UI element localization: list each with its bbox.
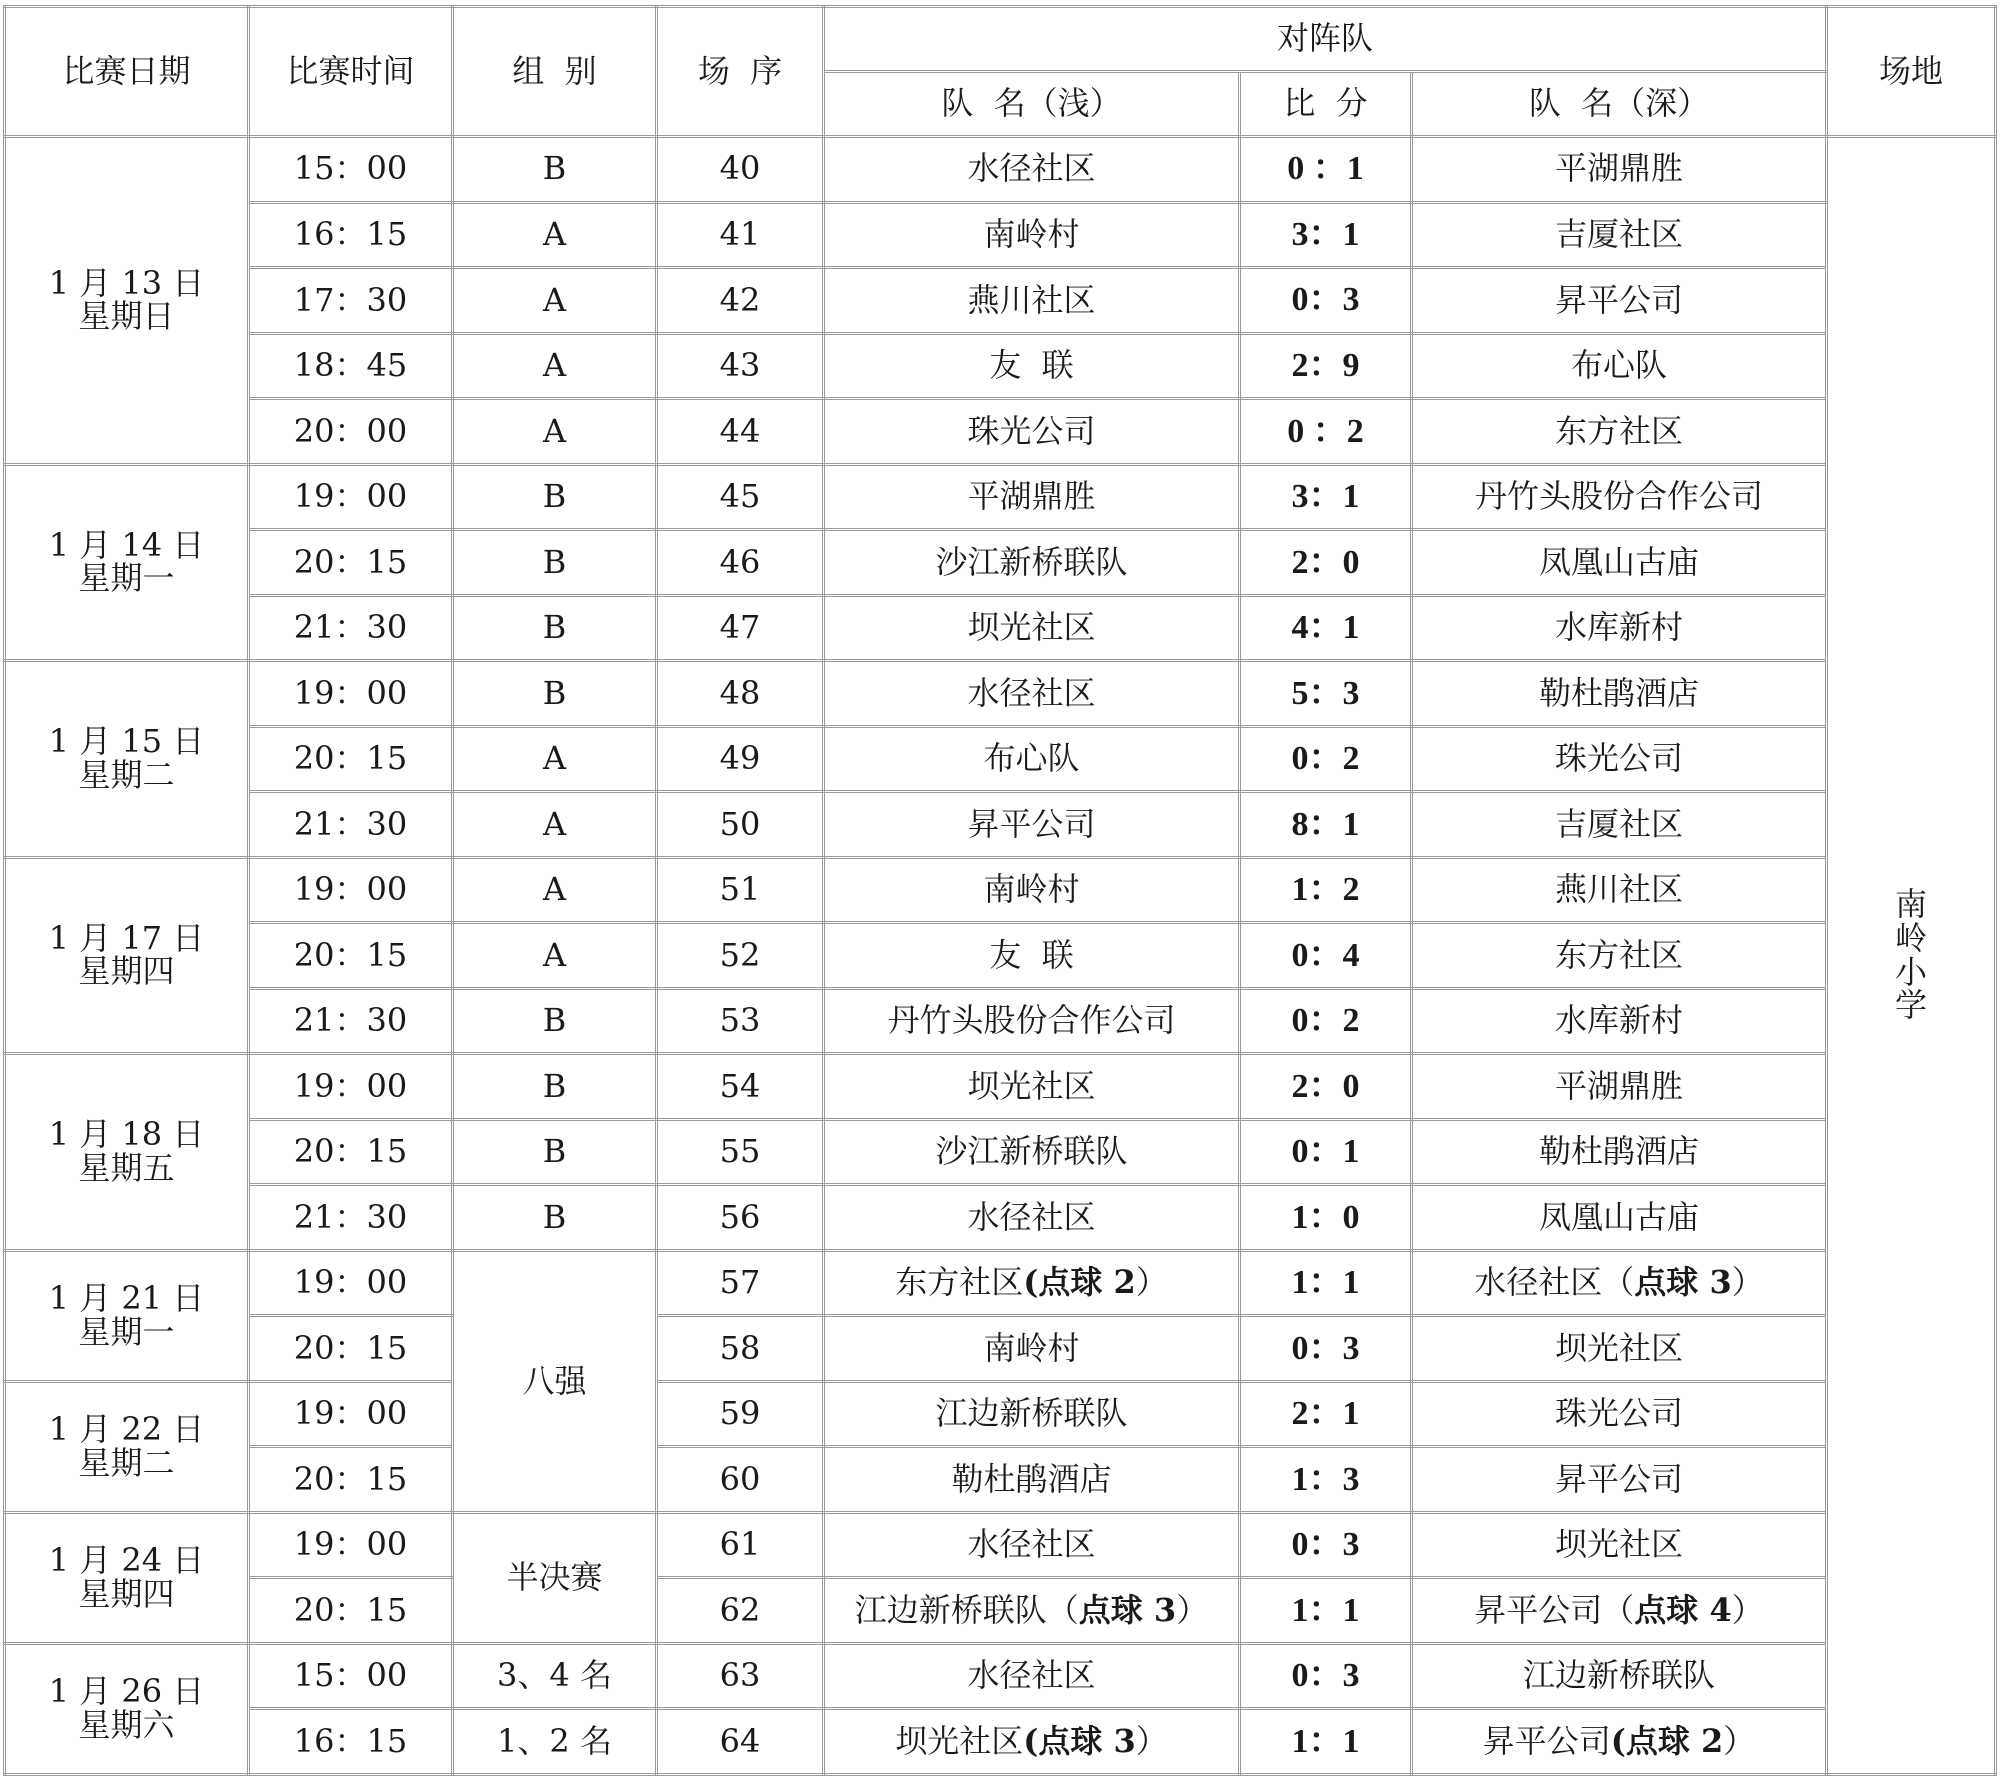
table-row [5,464,1996,530]
team-dark-name: 昇平公司 [1482,1721,1611,1760]
table-row [5,1316,1996,1382]
match-date: 1 月 18 日 [48,1115,205,1154]
team-dark-name: 东方社区 [1555,935,1684,974]
match-date-cell [5,857,249,1054]
match-group: B [453,1054,657,1120]
team-dark-name: 燕川社区 [1555,870,1684,909]
team-light-name: 南岭村 [983,1328,1080,1367]
match-time: 20：15 [249,1447,453,1513]
team-light-name: 水径社区 [967,149,1096,188]
match-group: B [453,988,657,1054]
table-row [5,1054,1996,1120]
team-dark-name: 平湖鼎胜 [1555,149,1684,188]
match-score: 3：1 [1240,202,1412,268]
team-dark [1412,1250,1827,1316]
team-light-name: 坝光社区 [895,1721,1024,1760]
team-dark [1412,988,1827,1054]
match-weekday: 星期六 [78,1705,175,1744]
match-date-cell [5,1250,249,1381]
team-light [824,1512,1240,1578]
team-dark [1412,399,1827,465]
venue-cell [1827,137,1996,1775]
table-row [5,1709,1996,1775]
team-dark-name: 水库新村 [1555,1001,1684,1040]
team-light-name: 南岭村 [983,215,1080,253]
match-time: 20：15 [249,1578,453,1644]
team-dark [1412,268,1827,334]
match-date: 1 月 15 日 [48,722,205,761]
team-dark [1412,857,1827,923]
team-light-name: 布心队 [983,739,1080,778]
team-dark [1412,1316,1827,1382]
team-dark [1412,1578,1827,1644]
match-stage: 3、4 名 [453,1643,657,1709]
team-dark-close: ） [1731,1590,1764,1629]
team-dark-name: 坝光社区 [1555,1328,1684,1367]
match-time: 19：00 [249,1381,453,1447]
match-score: 0：3 [1240,268,1412,334]
match-date: 1 月 14 日 [48,525,205,564]
team-dark [1412,1119,1827,1185]
match-score: 8：1 [1240,792,1412,858]
team-light-name: 丹竹头股份合作公司 [887,1001,1176,1040]
match-order: 49 [657,726,824,792]
team-light [824,661,1240,727]
match-order: 45 [657,464,824,530]
match-score: 4：1 [1240,595,1412,661]
match-score: 0：3 [1240,1643,1412,1709]
match-order: 56 [657,1185,824,1251]
table-row [5,1250,1996,1316]
match-score: 1：1 [1240,1250,1412,1316]
team-dark-name: 水库新村 [1555,608,1684,647]
team-dark-name: 江边新桥联队 [1523,1656,1716,1695]
team-light-name: 坝光社区 [967,1066,1096,1105]
team-light-name: 友 联 [989,935,1074,974]
match-weekday: 星期四 [78,1574,175,1613]
team-dark-name: 丹竹头股份合作公司 [1475,477,1764,516]
match-score: 1：2 [1240,857,1412,923]
table-row [5,1643,1996,1709]
match-weekday: 星期二 [78,1443,175,1482]
table-row [5,792,1996,858]
match-score: 0：2 [1240,988,1412,1054]
match-score: 2：0 [1240,1054,1412,1120]
match-order: 53 [657,988,824,1054]
table-row [5,1578,1996,1644]
match-score: 0：4 [1240,923,1412,989]
table-row [5,333,1996,399]
match-order: 54 [657,1054,824,1120]
match-order: 42 [657,268,824,334]
match-score: 0 ：2 [1240,399,1412,465]
match-date: 1 月 24 日 [48,1541,205,1580]
team-light [824,1119,1240,1185]
table-row [5,1512,1996,1578]
table-row [5,1119,1996,1185]
match-score: 1：1 [1240,1578,1412,1644]
team-light-name: 珠光公司 [967,411,1096,450]
match-order: 46 [657,530,824,596]
match-date: 1 月 17 日 [48,918,205,957]
venue-char: 学 [1895,986,1928,1025]
table-row [5,1447,1996,1513]
team-dark [1412,923,1827,989]
table-row [5,137,1996,203]
team-dark-penalty: 点球 4 [1634,1590,1732,1629]
match-weekday: 星期五 [78,1149,175,1188]
venue-char: 岭 [1895,918,1928,957]
team-light-name: 东方社区 [895,1263,1024,1302]
match-weekday: 星期四 [78,952,175,991]
team-dark [1412,1054,1827,1120]
team-light [824,726,1240,792]
match-group: A [453,726,657,792]
header-team-dark: 队 名（深） [1412,72,1827,137]
team-light [824,1316,1240,1382]
table-row [5,595,1996,661]
match-group: A [453,857,657,923]
match-score: 5：3 [1240,661,1412,727]
team-light-name: 江边新桥联队 [935,1394,1128,1433]
team-light-name: 沙江新桥联队 [935,1132,1128,1171]
match-order: 44 [657,399,824,465]
match-score: 1：1 [1240,1709,1412,1775]
team-light [824,333,1240,399]
match-time: 20：15 [249,726,453,792]
table-row [5,1185,1996,1251]
match-order: 52 [657,923,824,989]
team-dark [1412,333,1827,399]
match-order: 48 [657,661,824,727]
match-group: B [453,530,657,596]
team-dark-penalty: 点球 3 [1634,1263,1732,1302]
team-dark-name: 水径社区（ [1474,1263,1635,1302]
team-light [824,268,1240,334]
table-row [5,661,1996,727]
match-weekday: 星期一 [78,1312,175,1351]
match-group: B [453,464,657,530]
team-light-penalty: (点球 2 [1023,1263,1136,1302]
team-dark-name: 勒杜鹃酒店 [1539,1132,1700,1171]
table-row [5,988,1996,1054]
team-light-close: ） [1135,1263,1168,1302]
match-order: 50 [657,792,824,858]
match-date-cell [5,1381,249,1512]
team-light [824,1381,1240,1447]
match-time: 20：15 [249,923,453,989]
team-light-name: 水径社区 [967,1525,1096,1564]
match-group: B [453,661,657,727]
match-date-cell [5,137,249,465]
team-light-penalty: (点球 3 [1023,1721,1136,1760]
table-row [5,268,1996,334]
team-dark-name: 勒杜鹃酒店 [1539,673,1700,712]
team-dark [1412,1447,1827,1513]
team-dark [1412,792,1827,858]
team-dark [1412,1381,1827,1447]
team-light [824,1054,1240,1120]
team-light-close: ） [1135,1721,1168,1760]
match-date: 1 月 21 日 [48,1279,205,1318]
venue-char: 小 [1895,952,1928,991]
header-matchup: 对阵队 [824,7,1827,72]
match-order: 51 [657,857,824,923]
team-dark-penalty: (点球 2 [1610,1721,1724,1760]
team-light [824,1578,1240,1644]
team-dark [1412,1643,1827,1709]
match-stage: 半决赛 [453,1512,657,1643]
team-light [824,202,1240,268]
match-score: 2：0 [1240,530,1412,596]
team-dark-name: 吉厦社区 [1555,215,1684,253]
match-schedule-table [3,5,1997,1776]
team-light [824,1185,1240,1251]
table-row [5,530,1996,596]
match-time: 19：00 [249,1250,453,1316]
team-dark-name: 昇平公司 [1555,280,1684,319]
team-light [824,595,1240,661]
match-time: 19：00 [249,1054,453,1120]
match-score: 2：1 [1240,1381,1412,1447]
match-group: A [453,333,657,399]
match-score: 2：9 [1240,333,1412,399]
match-score: 0：2 [1240,726,1412,792]
team-light [824,1643,1240,1709]
match-time: 19：00 [249,1512,453,1578]
match-time: 20：00 [249,399,453,465]
team-dark [1412,726,1827,792]
match-group: B [453,1119,657,1185]
team-dark [1412,595,1827,661]
team-dark [1412,464,1827,530]
team-dark-name: 吉厦社区 [1555,804,1684,843]
team-dark-name: 珠光公司 [1555,739,1684,778]
match-time: 21：30 [249,1185,453,1251]
table-row [5,202,1996,268]
match-order: 55 [657,1119,824,1185]
team-light [824,530,1240,596]
match-score: 1：3 [1240,1447,1412,1513]
team-dark [1412,1512,1827,1578]
match-score: 0：1 [1240,1119,1412,1185]
match-time: 15：00 [249,1643,453,1709]
match-score: 1：0 [1240,1185,1412,1251]
match-time: 20：15 [249,1119,453,1185]
match-order: 59 [657,1381,824,1447]
team-light [824,1709,1240,1775]
match-time: 21：30 [249,792,453,858]
match-date: 1 月 22 日 [48,1410,205,1449]
team-light-name: 水径社区 [967,673,1096,712]
team-dark [1412,1709,1827,1775]
team-light-name: 平湖鼎胜 [967,477,1096,516]
match-group: A [453,923,657,989]
team-dark-name: 凤凰山古庙 [1539,1197,1700,1236]
table-row [5,923,1996,989]
team-light-close: ） [1176,1590,1209,1629]
match-weekday: 星期一 [78,559,175,598]
match-stage: 八强 [453,1250,657,1512]
match-order: 40 [657,137,824,203]
match-time: 19：00 [249,464,453,530]
table-row [5,726,1996,792]
match-time: 21：30 [249,988,453,1054]
team-dark-name: 布心队 [1571,346,1668,385]
match-order: 60 [657,1447,824,1513]
match-date: 1 月 13 日 [48,263,205,302]
venue-char: 南 [1895,885,1928,924]
header-order: 场 序 [657,7,824,137]
match-order: 58 [657,1316,824,1382]
header-venue: 场地 [1827,7,1996,137]
match-score: 3：1 [1240,464,1412,530]
team-dark-name: 东方社区 [1555,411,1684,450]
match-order: 41 [657,202,824,268]
team-dark-name: 凤凰山古庙 [1539,542,1700,581]
match-time: 19：00 [249,857,453,923]
match-time: 16：15 [249,1709,453,1775]
header-date: 比赛日期 [5,7,249,137]
header-time: 比赛时间 [249,7,453,137]
team-light-name: 勒杜鹃酒店 [951,1459,1112,1498]
match-group: A [453,792,657,858]
match-group: A [453,268,657,334]
match-time: 18：45 [249,333,453,399]
match-date-cell [5,1643,249,1774]
match-date-cell [5,1054,249,1251]
team-light [824,464,1240,530]
team-light-penalty: 点球 3 [1078,1590,1177,1629]
team-light-name: 沙江新桥联队 [935,542,1128,581]
table-row [5,857,1996,923]
match-score: 0：3 [1240,1316,1412,1382]
match-date: 1 月 26 日 [48,1672,205,1711]
team-light [824,137,1240,203]
match-group: B [453,137,657,203]
team-light [824,988,1240,1054]
team-dark-name: 平湖鼎胜 [1555,1066,1684,1105]
team-light-name: 友 联 [989,346,1074,385]
header-group: 组 别 [453,7,657,137]
team-dark-close: ） [1723,1721,1756,1760]
match-order: 62 [657,1578,824,1644]
table-row [5,1381,1996,1447]
match-group: A [453,399,657,465]
header-team-light: 队 名（浅） [824,72,1240,137]
match-order: 64 [657,1709,824,1775]
team-light-name: 南岭村 [983,870,1080,909]
match-stage: 1、2 名 [453,1709,657,1775]
team-dark [1412,1185,1827,1251]
team-dark [1412,661,1827,727]
match-date-cell [5,464,249,661]
match-date-cell [5,661,249,858]
team-dark-name: 坝光社区 [1555,1525,1684,1564]
match-group: A [453,202,657,268]
team-light [824,399,1240,465]
match-time: 19：00 [249,661,453,727]
match-order: 43 [657,333,824,399]
team-light-name: 水径社区 [967,1197,1096,1236]
team-light [824,792,1240,858]
team-dark-name: 昇平公司（ [1474,1590,1635,1629]
match-time: 17：30 [249,268,453,334]
match-group: B [453,1185,657,1251]
team-dark-close: ） [1731,1263,1764,1302]
team-light-name: 江边新桥联队（ [854,1590,1079,1629]
team-dark-name: 昇平公司 [1555,1459,1684,1498]
team-light-name: 水径社区 [967,1656,1096,1695]
match-date-cell [5,1512,249,1643]
match-time: 21：30 [249,595,453,661]
match-group: B [453,595,657,661]
team-dark [1412,530,1827,596]
header-score: 比 分 [1240,72,1412,137]
team-light [824,1447,1240,1513]
team-light-name: 燕川社区 [967,280,1096,319]
match-order: 61 [657,1512,824,1578]
match-weekday: 星期二 [78,755,175,794]
team-dark-name: 珠光公司 [1555,1394,1684,1433]
team-dark [1412,137,1827,203]
table-row [5,399,1996,465]
match-time: 16：15 [249,202,453,268]
team-light-name: 坝光社区 [967,608,1096,647]
team-light [824,1250,1240,1316]
team-light [824,857,1240,923]
team-dark [1412,202,1827,268]
match-time: 20：15 [249,1316,453,1382]
team-light-name: 昇平公司 [967,804,1096,843]
match-weekday: 星期日 [78,297,175,336]
match-order: 57 [657,1250,824,1316]
match-time: 15：00 [249,137,453,203]
team-light [824,923,1240,989]
match-order: 63 [657,1643,824,1709]
match-order: 47 [657,595,824,661]
match-time: 20：15 [249,530,453,596]
match-score: 0：3 [1240,1512,1412,1578]
match-score: 0 ：1 [1240,137,1412,203]
